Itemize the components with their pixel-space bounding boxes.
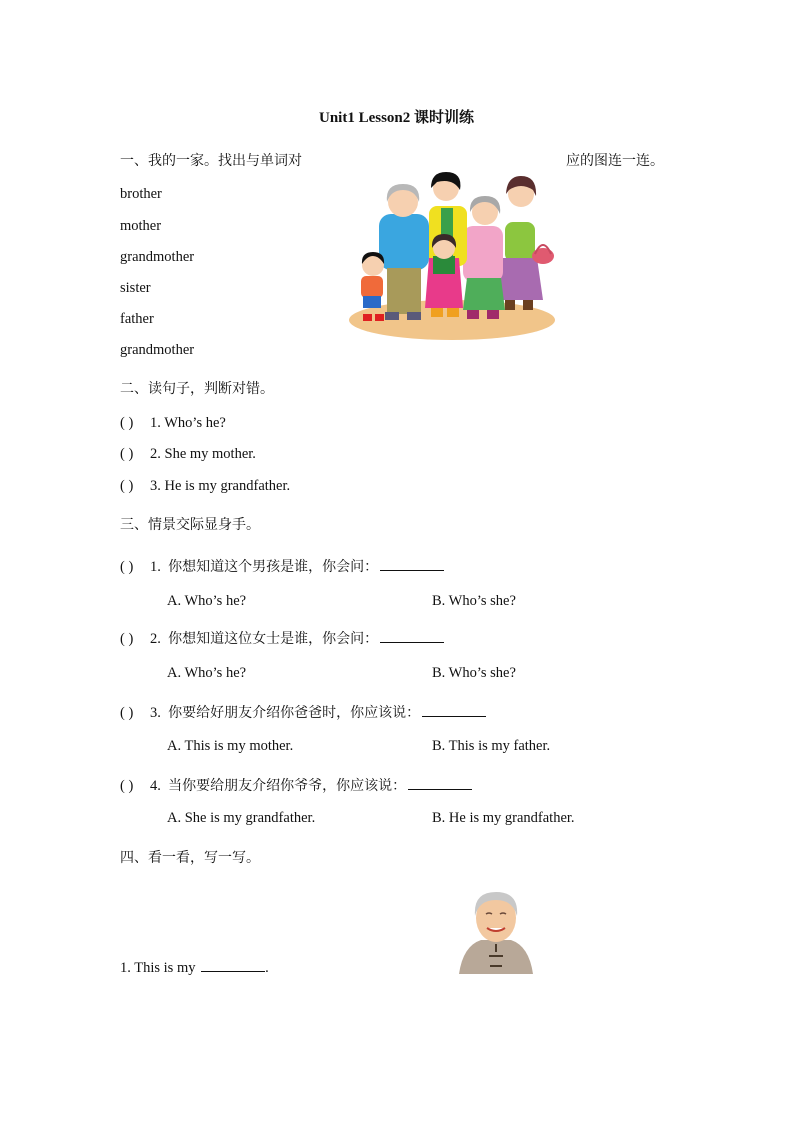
option-b: B. He is my grandfather. xyxy=(432,810,575,826)
judge-text: 1. Who’s he? xyxy=(150,415,226,431)
write-text: 1. This is my xyxy=(120,960,196,976)
answer-paren[interactable]: ( ) xyxy=(120,705,134,721)
answer-blank[interactable] xyxy=(201,959,265,972)
option-a: A. She is my grandfather. xyxy=(167,810,316,826)
write-period: . xyxy=(265,960,269,976)
section2-heading: 二、读句子，判断对错。 xyxy=(120,381,274,397)
word-grandmother-2: grandmother xyxy=(120,342,195,358)
answer-paren[interactable]: ( ) xyxy=(120,415,134,431)
section3-heading: 三、情景交际显身手。 xyxy=(120,517,260,533)
option-a: A. This is my mother. xyxy=(167,738,294,754)
question-text: 你想知道这个男孩是谁，你会问： xyxy=(168,559,379,575)
question-text: 你想知道这位女士是谁，你会问： xyxy=(168,631,379,647)
family-illustration xyxy=(345,168,560,346)
answer-blank[interactable] xyxy=(408,777,472,790)
option-b: B. Who’s she? xyxy=(432,593,516,609)
judge-text: 2. She my mother. xyxy=(150,446,256,462)
word-sister: sister xyxy=(120,280,151,296)
choice-question-3 xyxy=(120,702,486,722)
word-grandmother: grandmother xyxy=(120,249,195,265)
option-a: A. Who’s he? xyxy=(167,665,247,681)
write-item-1 xyxy=(120,959,269,977)
word-brother: brother xyxy=(120,186,162,202)
answer-paren[interactable]: ( ) xyxy=(120,778,134,794)
page-title: Unit1 Lesson2 课时训练 xyxy=(318,110,475,126)
section1-heading-left: 一、我的一家。找出与单词对 xyxy=(120,153,302,169)
answer-paren[interactable]: ( ) xyxy=(120,631,134,647)
question-text: 当你要给朋友介绍你爷爷，你应该说： xyxy=(168,778,407,794)
question-number: 3. xyxy=(150,705,161,721)
question-number: 4. xyxy=(150,778,161,794)
question-number: 2. xyxy=(150,631,161,647)
grandfather-portrait xyxy=(453,886,539,974)
option-b: B. Who’s she? xyxy=(432,665,516,681)
question-text: 你要给好朋友介绍你爸爸时，你应该说： xyxy=(168,705,421,721)
option-b: B. This is my father. xyxy=(432,738,551,754)
choice-question-4 xyxy=(120,775,472,795)
judge-item-3 xyxy=(120,478,290,495)
judge-item-2 xyxy=(120,446,256,463)
section4-heading: 四、看一看，写一写。 xyxy=(120,850,260,866)
section1-heading-right: 应的图连一连。 xyxy=(566,153,664,169)
judge-text: 3. He is my grandfather. xyxy=(150,478,291,494)
answer-blank[interactable] xyxy=(380,630,444,643)
word-mother: mother xyxy=(120,218,162,234)
choice-question-2 xyxy=(120,628,444,648)
answer-blank[interactable] xyxy=(422,704,486,717)
answer-paren[interactable]: ( ) xyxy=(120,478,134,494)
choice-question-1 xyxy=(120,556,444,576)
answer-paren[interactable]: ( ) xyxy=(120,559,134,575)
answer-blank[interactable] xyxy=(380,558,444,571)
judge-item-1 xyxy=(120,415,226,432)
option-a: A. Who’s he? xyxy=(167,593,247,609)
answer-paren[interactable]: ( ) xyxy=(120,446,134,462)
question-number: 1. xyxy=(150,559,161,575)
word-father: father xyxy=(120,311,154,327)
